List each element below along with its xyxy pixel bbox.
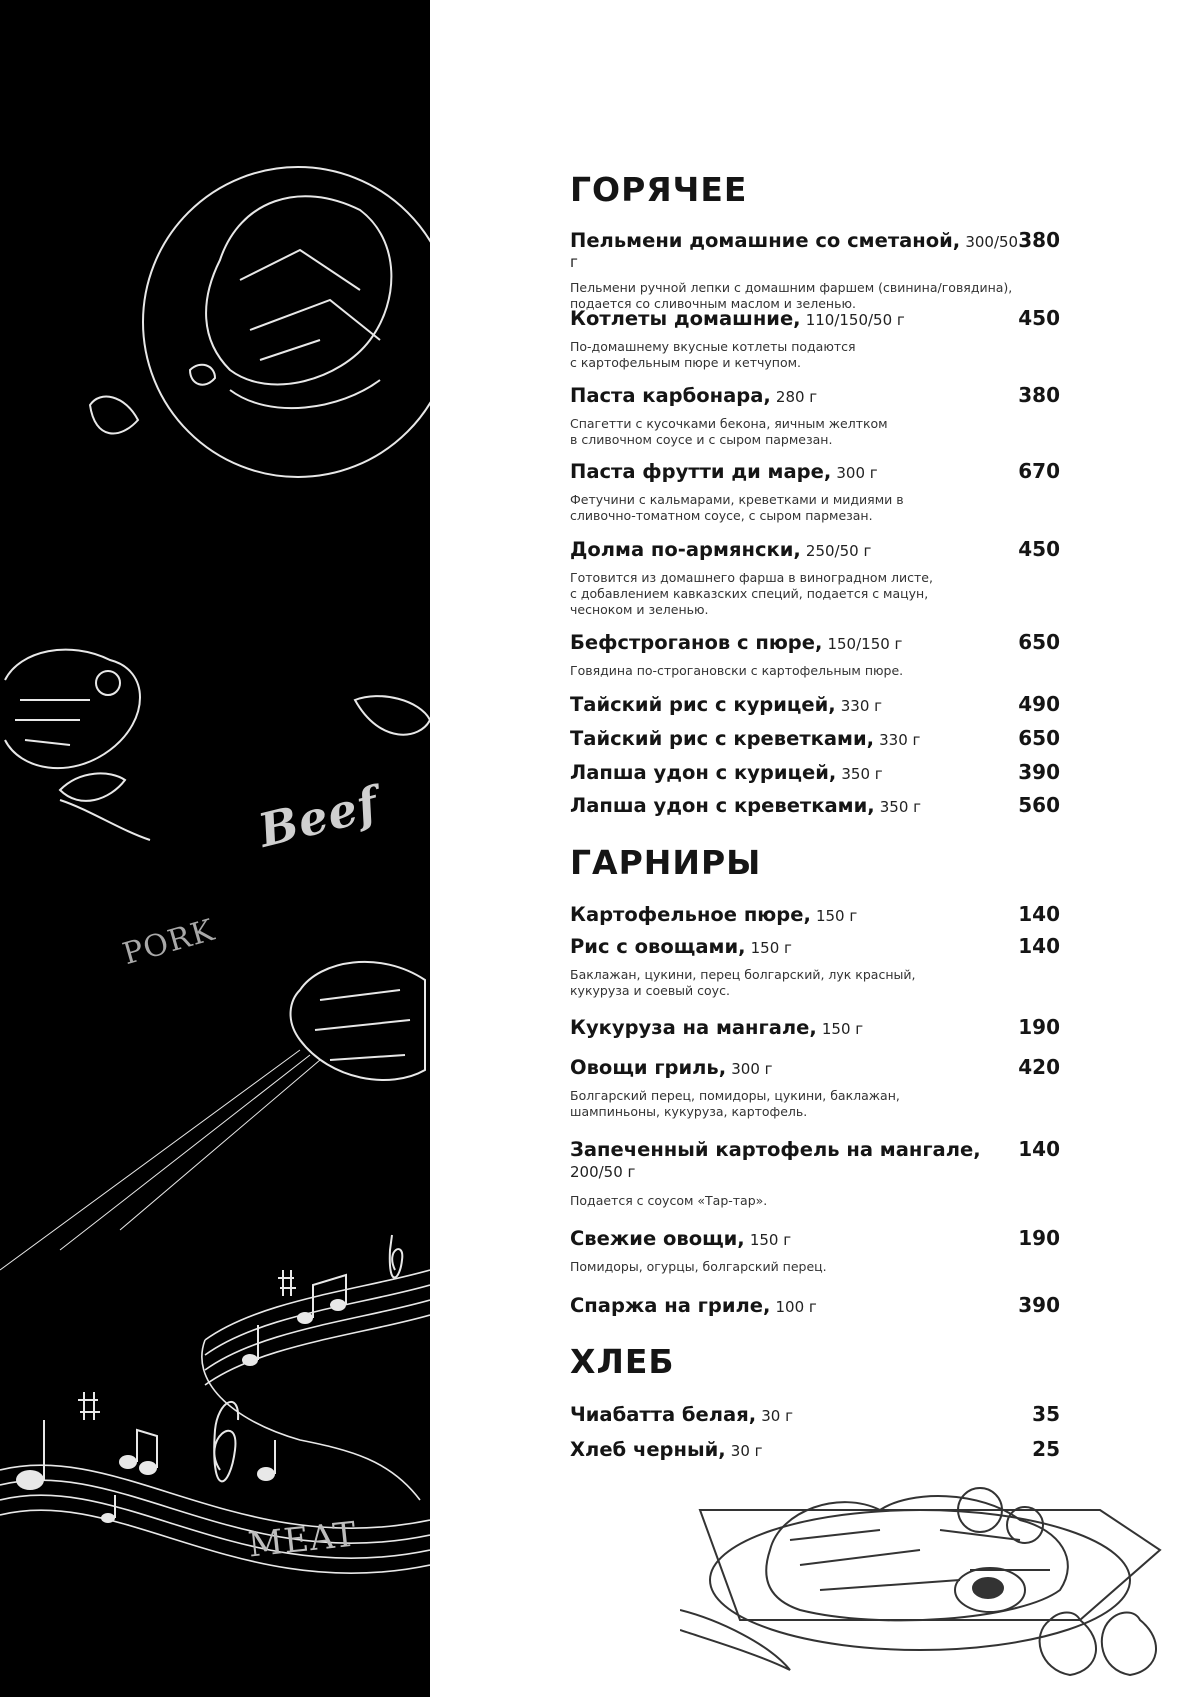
menu-item — [570, 793, 1060, 817]
item-price: 140 — [1018, 902, 1060, 926]
item-description: Пельмени ручной лепки с домашним фаршем (свинина/говядина), подается со сливочным маслом и зеленью. — [570, 280, 1013, 311]
item-name: Пельмени домашние со сметаной, — [570, 229, 961, 252]
item-description: Говядина по-строгановски с картофельным пюре. — [570, 663, 904, 678]
item-weight: 300/50 г — [570, 233, 1019, 271]
beef-lettering: Beef — [253, 776, 384, 858]
item-weight: 150/150 г — [827, 635, 903, 653]
item-price: 450 — [1018, 306, 1060, 330]
item-name: Долма по-армянски, — [570, 538, 801, 561]
item-name: Лапша удон с курицей, — [570, 761, 837, 784]
plate-sketch — [143, 167, 430, 477]
lemon-sketch — [90, 397, 138, 434]
item-description: Баклажан, цукини, перец болгарский, лук красный, кукуруза и соевый соус. — [570, 967, 916, 998]
item-weight: 300 г — [731, 1060, 773, 1078]
menu-item — [570, 459, 1060, 524]
item-weight: 110/150/50 г — [805, 311, 905, 329]
item-weight: 200/50 г — [570, 1163, 636, 1181]
item-weight: 330 г — [879, 731, 921, 749]
decorative-panel — [0, 0, 430, 1697]
item-name: Спаржа на гриле, — [570, 1294, 771, 1317]
item-price: 140 — [1018, 1137, 1060, 1161]
menu-item — [570, 1226, 1060, 1275]
item-name: Тайский рис с креветками, — [570, 727, 875, 750]
item-name: Лапша удон с креветками, — [570, 794, 875, 817]
item-weight: 30 г — [761, 1407, 793, 1425]
menu-item — [570, 902, 1060, 926]
item-description: По-домашнему вкусные котлеты подаются с картофельным пюре и кетчупом. — [570, 339, 856, 370]
menu-item — [570, 630, 1060, 679]
item-description: Спагетти с кусочками бекона, яичным желтком в сливочном соусе и с сыром пармезан. — [570, 416, 888, 447]
item-description: Готовится из домашнего фарша в виноградном листе, с добавлением кавказских специй, подается с мацун, чесноком и зеленью. — [570, 570, 933, 617]
item-name: Паста фрутти ди маре, — [570, 460, 832, 483]
menu-item — [570, 726, 1060, 750]
item-price: 450 — [1018, 537, 1060, 561]
meat-sketch — [5, 650, 140, 769]
item-weight: 330 г — [840, 697, 883, 715]
menu-item — [570, 692, 1060, 716]
menu-item — [570, 1137, 1060, 1209]
menu-item — [570, 537, 1060, 618]
item-price: 670 — [1018, 459, 1060, 483]
item-price: 190 — [1018, 1015, 1060, 1039]
item-price: 650 — [1018, 726, 1060, 750]
item-description: Фетучини с кальмарами, креветками и мидиями в сливочно-томатном соусе, с сыром пармезан. — [570, 492, 904, 523]
section-title-sides: ГАРНИРЫ — [570, 843, 762, 882]
item-name: Картофельное пюре, — [570, 903, 811, 926]
item-name: Тайский рис с курицей, — [570, 693, 836, 716]
menu-item — [570, 228, 1060, 312]
menu-item — [570, 934, 1060, 999]
section-title-bread: ХЛЕБ — [570, 1342, 675, 1381]
leaf-sketch — [355, 696, 430, 735]
menu-item — [570, 760, 1060, 784]
item-description: Помидоры, огурцы, болгарский перец. — [570, 1259, 827, 1274]
music-staff-sketch — [0, 1270, 430, 1573]
item-price: 190 — [1018, 1226, 1060, 1250]
item-weight: 350 г — [841, 765, 883, 783]
item-price: 390 — [1018, 1293, 1060, 1317]
food-sketch-illustrations — [0, 0, 430, 1697]
item-name: Паста карбонара, — [570, 384, 771, 407]
item-weight: 250/50 г — [805, 542, 872, 560]
item-price: 650 — [1018, 630, 1060, 654]
item-weight: 30 г — [730, 1442, 763, 1460]
item-price: 420 — [1018, 1055, 1060, 1079]
menu-item — [570, 383, 1060, 448]
item-weight: 150 г — [815, 907, 858, 925]
menu-item — [570, 1437, 1060, 1461]
item-description: Болгарский перец, помидоры, цукини, баклажан, шампиньоны, кукуруза, картофель. — [570, 1088, 900, 1119]
item-price: 380 — [1018, 383, 1060, 407]
item-weight: 280 г — [775, 388, 818, 406]
item-weight: 350 г — [879, 798, 922, 816]
menu-item — [570, 1055, 1060, 1120]
item-description: Подается с соусом «Тар-тар». — [570, 1193, 768, 1208]
item-price: 140 — [1018, 934, 1060, 958]
item-name: Хлеб черный, — [570, 1438, 726, 1461]
item-name: Чиабатта белая, — [570, 1403, 757, 1426]
item-price: 390 — [1018, 760, 1060, 784]
menu-item — [570, 1293, 1060, 1317]
section-title-hot: ГОРЯЧЕЕ — [570, 170, 748, 209]
music-notes-sketch — [16, 1299, 346, 1523]
item-price: 35 — [1032, 1402, 1060, 1426]
item-weight: 150 г — [821, 1020, 864, 1038]
item-weight: 100 г — [775, 1298, 817, 1316]
item-name: Овощи гриль, — [570, 1056, 727, 1079]
menu-item — [570, 1015, 1060, 1039]
pork-lettering: PORK — [118, 912, 219, 973]
item-name: Запеченный картофель на мангале, — [570, 1138, 981, 1161]
item-name: Бефстроганов с пюре, — [570, 631, 823, 654]
menu-item — [570, 1402, 1060, 1426]
item-price: 560 — [1018, 793, 1060, 817]
menu-item — [570, 306, 1060, 371]
meat-lettering: MEAT — [246, 1514, 359, 1566]
item-name: Рис с овощами, — [570, 935, 746, 958]
item-name: Свежие овощи, — [570, 1227, 745, 1250]
item-weight: 150 г — [749, 1231, 792, 1249]
item-weight: 300 г — [836, 464, 878, 482]
item-price: 490 — [1018, 692, 1060, 716]
food-platter-sketch — [680, 1470, 1180, 1690]
item-name: Кукуруза на мангале, — [570, 1016, 817, 1039]
item-name: Котлеты домашние, — [570, 307, 801, 330]
item-price: 25 — [1032, 1437, 1060, 1461]
item-price: 380 — [1018, 228, 1060, 252]
item-weight: 150 г — [750, 939, 792, 957]
